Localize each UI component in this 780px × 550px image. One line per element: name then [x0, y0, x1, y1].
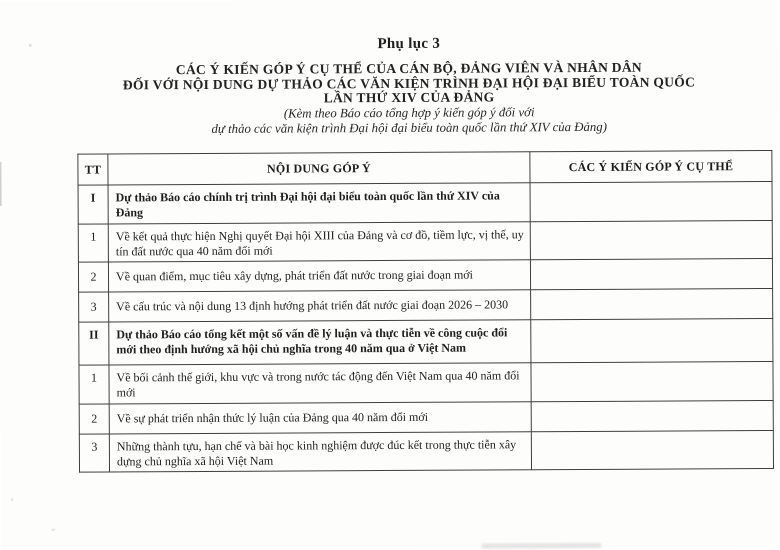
row-content: Về sự phát triển nhận thức lý luận của Đảng qua 40 năm đổi mới: [109, 402, 531, 434]
table-row: [79, 288, 773, 322]
header-comments: CÁC Ý KIẾN GÓP Ý CỤ THỂ: [530, 150, 772, 182]
row-comment-cell: [530, 220, 772, 259]
row-content: Về cấu trúc và nội dung 13 định hướng phát triển đất nước giai đoạn 2026 – 2030: [109, 290, 531, 322]
row-comment-cell: [531, 400, 773, 431]
row-content: Dự thảo Báo cáo chính trị trình Đại hội đại biểu toàn quốc lần thứ XIV của Đảng: [108, 183, 530, 224]
table-row: [78, 181, 772, 224]
row-comment-cell: [530, 258, 772, 289]
appendix-label: Phụ lục 3: [377, 35, 441, 53]
document-title: [19, 60, 780, 108]
scan-artifact: [481, 543, 601, 549]
row-number: I: [78, 185, 108, 224]
row-content: Về kết quả thực hiện Nghị quyết Đại hội XIII của Đảng và cơ đồ, tiềm lực, vị thế, uy tín đất nước qua 40 năm đổi mới: [108, 222, 530, 262]
row-comment-cell: [531, 361, 773, 401]
row-number: 1: [78, 224, 108, 262]
document-subtitle: [19, 104, 780, 137]
table-row: [78, 258, 772, 292]
header-tt: TT: [78, 154, 108, 185]
subtitle-line-1: (Kèm theo Báo cáo tổng hợp ý kiến góp ý đối với: [283, 105, 535, 121]
title-line-1: CÁC Ý KIẾN GÓP Ý CỤ THỂ CỦA CÁN BỘ, ĐẢNG VIÊN VÀ NHÂN DÂN: [175, 59, 642, 78]
row-comment-cell: [531, 430, 773, 469]
title-line-3: LẦN THỨ XIV CỦA ĐẢNG: [323, 89, 495, 106]
table-header-row: [78, 150, 772, 185]
table-row: [79, 430, 773, 472]
header-content: NỘI DUNG GÓP Ý: [108, 152, 530, 185]
row-number: 2: [79, 404, 109, 434]
row-content: Dự thảo Báo cáo tổng kết một số vấn đề lý luận và thực tiễn về công cuộc đổi mới theo định hướng xã hội chủ nghĩa trong 40 năm qua ở Việt Nam: [109, 320, 531, 365]
row-content: Những thành tựu, hạn chế và bài học kinh nghiệm được đúc kết trong thực tiễn xây dựng chủ nghĩa xã hội Việt Nam: [109, 432, 531, 472]
row-comment-cell: [531, 288, 773, 319]
row-number: 2: [78, 262, 108, 292]
scan-artifact: [11, 498, 13, 501]
row-number: II: [79, 322, 109, 365]
table-row: [79, 361, 773, 404]
row-number: 3: [79, 434, 109, 472]
scan-artifact: [51, 529, 55, 531]
row-content: Về quan điểm, mục tiêu xây dựng, phát triển đất nước trong giai đoạn mới: [108, 260, 530, 292]
row-comment-cell: [530, 181, 772, 221]
feedback-table: [77, 150, 774, 473]
title-line-2: ĐỐI VỚI NỘI DUNG DỰ THẢO CÁC VĂN KIỆN TRÌNH ĐẠI HỘI ĐẠI BIỂU TOÀN QUỐC: [122, 73, 696, 92]
row-number: 1: [79, 365, 109, 404]
table-row: [79, 400, 773, 434]
row-comment-cell: [531, 318, 773, 362]
row-number: 3: [79, 292, 109, 322]
scan-artifact: [0, 162, 2, 206]
subtitle-line-2: dự thảo các văn kiện trình Đại hội đại biểu toàn quốc lần thứ XIV của Đảng): [211, 119, 607, 136]
row-content: Về bối cảnh thế giới, khu vực và trong nước tác động đến Việt Nam qua 40 năm đổi mới: [109, 363, 531, 404]
table-row: [79, 318, 773, 365]
scan-artifact: [29, 44, 32, 47]
table-row: [78, 220, 772, 262]
